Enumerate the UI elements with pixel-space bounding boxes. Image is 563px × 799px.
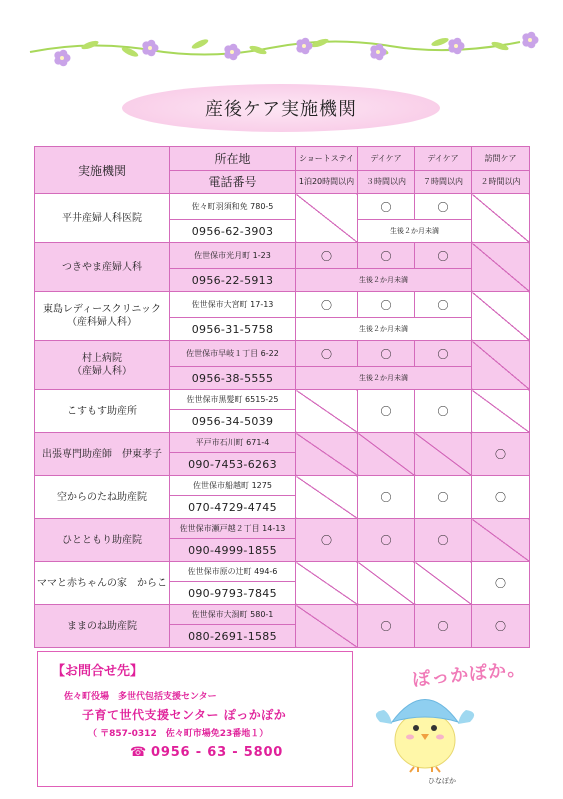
facility-phone: 0956-34-5039 — [170, 410, 296, 433]
service-available: 〇 — [472, 433, 530, 476]
service-available: 〇 — [296, 519, 358, 562]
service-unavailable — [415, 433, 472, 476]
facility-name: 東島レディースクリニック — [42, 304, 162, 315]
service-unavailable — [296, 605, 358, 648]
table-row — [35, 292, 530, 318]
facility-phone: 070-4729-4745 — [170, 496, 296, 519]
facility-name: つきやま産婦人科 — [62, 261, 142, 273]
service-available: 〇 — [358, 519, 415, 562]
facility-address: 平戸市石川町 671-4 — [170, 433, 296, 453]
facility-name-cell — [35, 341, 170, 390]
facility-name: （産婦人科） — [72, 366, 132, 377]
facility-address: 佐世保市光月町 1-23 — [170, 243, 296, 269]
facility-name: 出張専門助産師 伊東孝子 — [42, 448, 162, 460]
contact-org: 佐々町役場 多世代包括支援センター — [64, 692, 217, 702]
facility-address: 佐世保市大潟町 580-1 — [170, 605, 296, 625]
facility-address: 佐世保市船越町 1275 — [170, 476, 296, 496]
facility-name: こすもす助産所 — [67, 405, 137, 417]
facility-phone: 090-7453-6263 — [170, 453, 296, 476]
facility-name-cell — [35, 243, 170, 292]
contact-box — [37, 651, 353, 787]
facility-name-cell — [35, 605, 170, 648]
facility-name: 空からのたね助産院 — [57, 491, 147, 503]
contact-center: 子育て世代支援センター ぽっかぽか — [82, 708, 287, 722]
header-facility: 実施機関 — [35, 147, 170, 194]
service-note: 生後２か月未満 — [296, 318, 472, 341]
service-available: 〇 — [358, 390, 415, 433]
facility-address: 佐世保市原の辻町 494-6 — [170, 562, 296, 582]
service-unavailable — [472, 194, 530, 243]
header-service-name: デイケア — [358, 147, 415, 171]
service-available: 〇 — [296, 341, 358, 367]
service-unavailable — [472, 341, 530, 390]
mascot-name: ひなぽか — [428, 777, 456, 785]
contact-phone-line — [130, 745, 283, 760]
service-available: 〇 — [415, 519, 472, 562]
service-available: 〇 — [358, 194, 415, 220]
contact-address: （ 〒857-0312 佐々町市場免23番地１） — [88, 729, 269, 739]
facility-address: 佐世保市大宮町 17-13 — [170, 292, 296, 318]
service-available: 〇 — [415, 476, 472, 519]
header-service-duration: ７時間以内 — [415, 170, 472, 194]
service-unavailable — [472, 390, 530, 433]
service-note: 生後２か月未満 — [358, 220, 472, 243]
facility-name: ひとともり助産院 — [62, 534, 142, 546]
service-note: 生後２か月未満 — [296, 367, 472, 390]
table-row — [35, 341, 530, 367]
service-unavailable — [296, 562, 358, 605]
facility-name-cell — [35, 194, 170, 243]
facility-name-cell — [35, 562, 170, 605]
facility-name: ままのね助産院 — [67, 620, 137, 632]
service-available: 〇 — [415, 341, 472, 367]
service-available: 〇 — [472, 562, 530, 605]
page-title: 産後ケア実施機関 — [205, 99, 357, 120]
facility-address: 佐世保市早岐１丁目 6-22 — [170, 341, 296, 367]
table-row — [35, 562, 530, 582]
service-note: 生後２か月未満 — [296, 269, 472, 292]
flower-vine-decoration — [0, 0, 563, 90]
facility-phone: 080-2691-1585 — [170, 625, 296, 648]
service-unavailable — [358, 433, 415, 476]
table-row — [35, 390, 530, 410]
table-row — [35, 605, 530, 625]
care-facility-table — [34, 146, 530, 648]
table-row — [35, 243, 530, 269]
facility-name: ママと赤ちゃんの家 からこ — [37, 577, 167, 589]
service-available: 〇 — [415, 194, 472, 220]
facility-name-cell — [35, 519, 170, 562]
facility-name-cell — [35, 476, 170, 519]
facility-name: （産科婦人科） — [67, 317, 137, 328]
service-unavailable — [296, 390, 358, 433]
service-available: 〇 — [296, 292, 358, 318]
header-location: 所在地 — [170, 147, 296, 171]
telephone-icon: ☎ — [130, 745, 147, 760]
service-available: 〇 — [358, 605, 415, 648]
facility-address: 佐世保市黒髪町 6515-25 — [170, 390, 296, 410]
header-service-name: ショートステイ — [296, 147, 358, 171]
service-available: 〇 — [415, 390, 472, 433]
service-unavailable — [415, 562, 472, 605]
header-service-name: デイケア — [415, 147, 472, 171]
service-unavailable — [472, 243, 530, 292]
service-available: 〇 — [358, 341, 415, 367]
service-unavailable — [472, 292, 530, 341]
service-available: 〇 — [472, 476, 530, 519]
table-row — [35, 476, 530, 496]
facility-phone: 0956-31-5758 — [170, 318, 296, 341]
contact-phone: 0956 - 63 - 5800 — [151, 745, 284, 760]
table-row — [35, 519, 530, 539]
service-unavailable — [296, 476, 358, 519]
title-banner — [122, 84, 440, 132]
facility-name-cell — [35, 433, 170, 476]
bird-mascot-icon — [370, 682, 480, 774]
service-available: 〇 — [296, 243, 358, 269]
table-row — [35, 194, 530, 220]
header-service-name: 訪問ケア — [472, 147, 530, 171]
facility-name: 村上病院 — [82, 353, 122, 364]
table-row — [35, 433, 530, 453]
service-available: 〇 — [358, 476, 415, 519]
facility-phone: 090-9793-7845 — [170, 582, 296, 605]
header-service-duration: 1泊20時間以内 — [296, 170, 358, 194]
service-unavailable — [296, 194, 358, 243]
service-available: 〇 — [358, 243, 415, 269]
facility-name-cell — [35, 390, 170, 433]
service-unavailable — [296, 433, 358, 476]
header-service-duration: ２時間以内 — [472, 170, 530, 194]
facility-name-cell — [35, 292, 170, 341]
service-available: 〇 — [358, 292, 415, 318]
contact-title: 【お問合せ先】 — [52, 664, 144, 679]
service-unavailable — [472, 519, 530, 562]
service-available: 〇 — [415, 243, 472, 269]
service-available: 〇 — [415, 605, 472, 648]
facility-phone: 090-4999-1855 — [170, 539, 296, 562]
service-available: 〇 — [472, 605, 530, 648]
poccapoka-logo: ぽっかぽか。 — [411, 658, 527, 691]
header-phone: 電話番号 — [170, 170, 296, 194]
facility-phone: 0956-38-5555 — [170, 367, 296, 390]
service-unavailable — [358, 562, 415, 605]
facility-phone: 0956-22-5913 — [170, 269, 296, 292]
facility-phone: 0956-62-3903 — [170, 220, 296, 243]
facility-address: 佐世保市瀬戸越２丁目 14-13 — [170, 519, 296, 539]
header-service-duration: ３時間以内 — [358, 170, 415, 194]
facility-address: 佐々町羽須和免 780-5 — [170, 194, 296, 220]
service-available: 〇 — [415, 292, 472, 318]
facility-name: 平井産婦人科医院 — [62, 212, 142, 224]
